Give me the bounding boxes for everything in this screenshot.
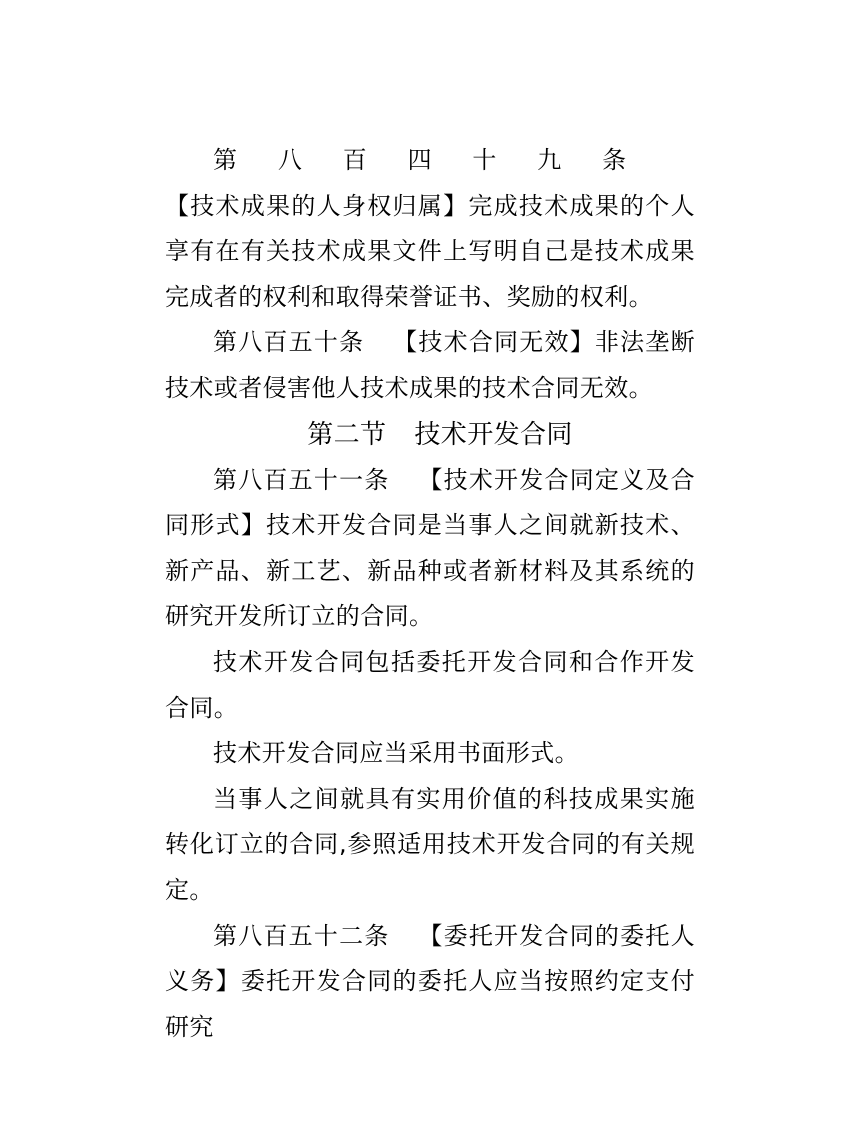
article-body: 当事人之间就具有实用价值的科技成果实施转化订立的合同,参照适用技术开发合同的有关规定。: [165, 784, 695, 904]
article-849-paragraph: [165, 138, 695, 320]
section-title: 技术开发合同: [414, 419, 573, 450]
document-page: [165, 138, 695, 1050]
article-number: 第八百五十二条: [213, 921, 390, 950]
article-851-paragraph: [165, 458, 695, 640]
article-number: 第八百四十九条: [213, 146, 667, 174]
article-body: 委托开发合同的委托人应当按照约定支付研究: [165, 967, 695, 1041]
article-body: 技术开发合同是当事人之间就新技术、新产品、新工艺、新品种或者新材料及其系统的研究开发所订立的合同。: [165, 511, 695, 631]
article-title: 【技术开发合同定义及合同形式】: [165, 465, 695, 540]
article-body: 完成技术成果的个人享有在有关技术成果文件上写明自己是技术成果完成者的权利和取得荣誉证书、奖励的权利。: [165, 191, 695, 311]
article-851-paragraph-4: [165, 777, 695, 914]
article-850-paragraph: [165, 320, 695, 411]
article-body: 技术开发合同包括委托开发合同和合作开发合同。: [165, 647, 695, 722]
section-number: 第二节: [307, 419, 387, 450]
article-852-paragraph: [165, 914, 695, 1051]
article-title: 【委托开发合同的委托人义务】: [165, 921, 695, 996]
article-number: 第八百五十一条: [213, 465, 390, 494]
article-title: 【技术合同无效】: [392, 328, 595, 357]
article-851-paragraph-2: [165, 640, 695, 731]
section-heading: [185, 412, 695, 458]
article-body: 非法垄断技术或者侵害他人技术成果的技术合同无效。: [165, 328, 695, 402]
article-851-paragraph-3: [165, 731, 695, 777]
article-title: 【技术成果的人身权归属】: [165, 191, 469, 220]
article-body: 技术开发合同应当采用书面形式。: [213, 739, 579, 768]
article-number: 第八百五十条: [213, 328, 365, 357]
